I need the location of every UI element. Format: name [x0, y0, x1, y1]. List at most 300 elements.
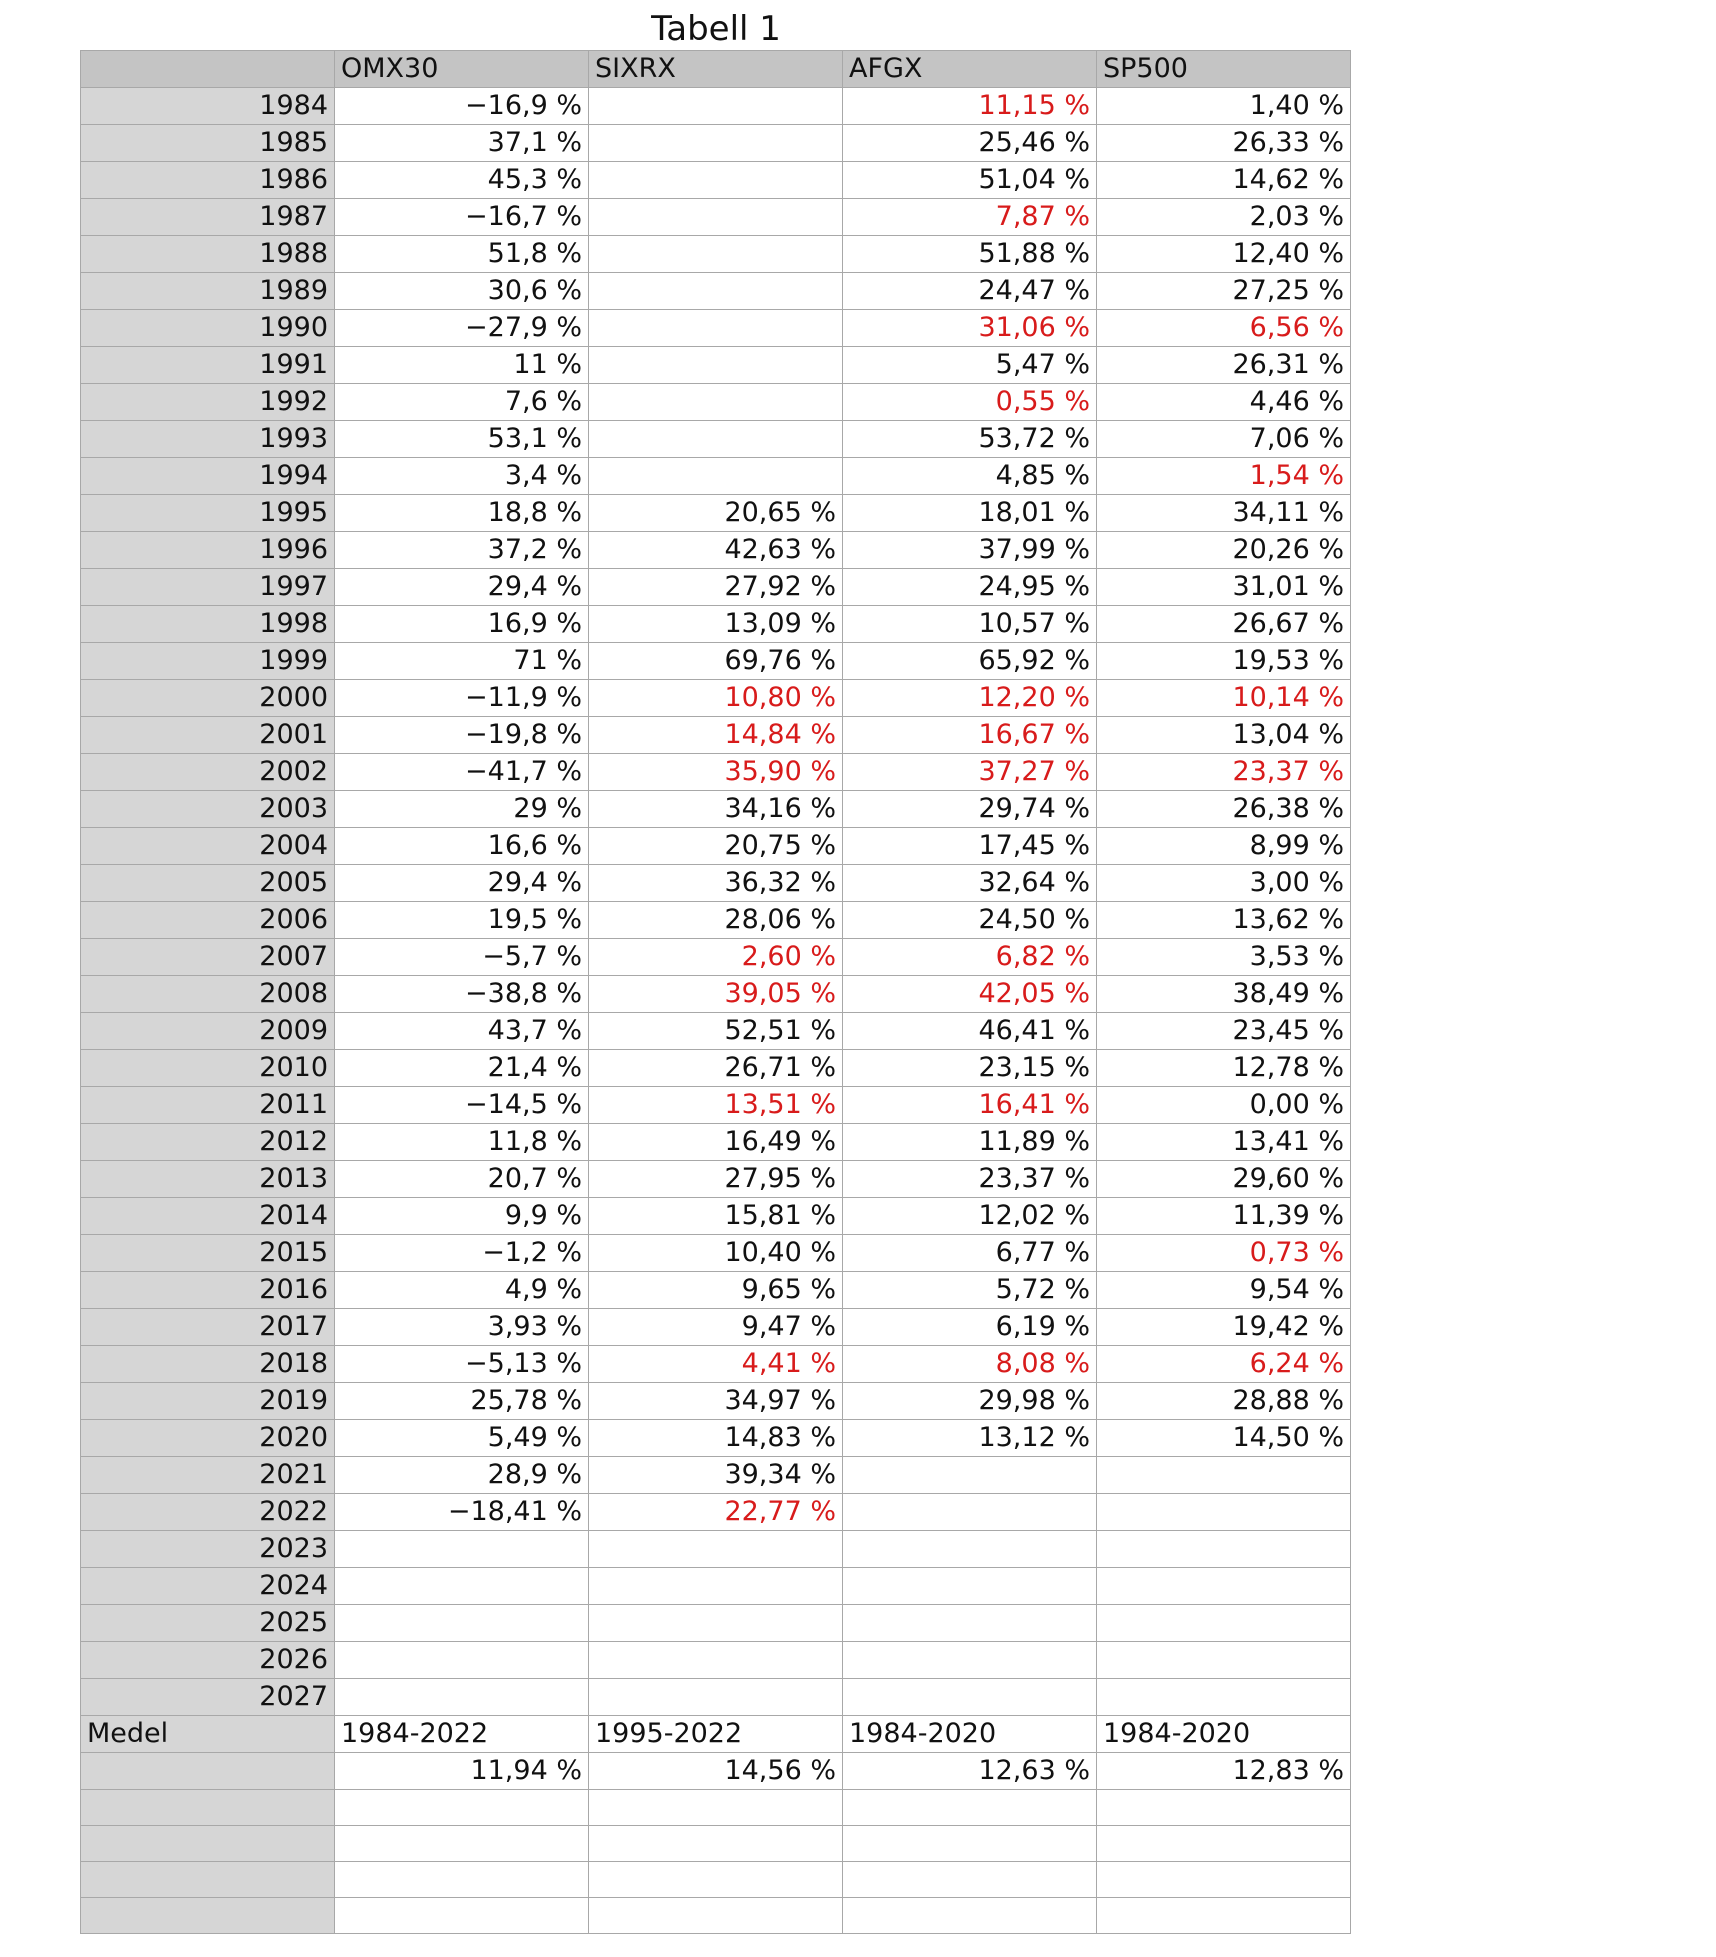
year-label[interactable]: 1992	[81, 384, 335, 421]
value-cell[interactable]	[843, 1531, 1097, 1568]
value-cell[interactable]: 9,54 %	[1097, 1272, 1351, 1309]
value-cell[interactable]: 11,89 %	[843, 1124, 1097, 1161]
value-cell[interactable]: 29,4 %	[335, 569, 589, 606]
header-row	[81, 51, 1351, 88]
table-row	[81, 310, 1351, 347]
value-cell[interactable]	[589, 1679, 843, 1716]
returns-table	[80, 50, 1351, 1934]
value-cell[interactable]: 14,84 %	[589, 717, 843, 754]
value-cell[interactable]	[335, 1531, 589, 1568]
period-cell[interactable]: 1984-2022	[335, 1716, 589, 1753]
year-label[interactable]: 2021	[81, 1457, 335, 1494]
year-label[interactable]: 1998	[81, 606, 335, 643]
column-header[interactable]: SIXRX	[589, 51, 843, 88]
year-label[interactable]: 2022	[81, 1494, 335, 1531]
value-cell[interactable]: 11,15 %	[843, 88, 1097, 125]
empty-cell[interactable]	[335, 1790, 589, 1826]
value-cell[interactable]: 20,26 %	[1097, 532, 1351, 569]
period-cell[interactable]: 1984-2020	[1097, 1716, 1351, 1753]
column-header[interactable]: AFGX	[843, 51, 1097, 88]
value-cell[interactable]: 2,60 %	[589, 939, 843, 976]
value-cell[interactable]: 29,74 %	[843, 791, 1097, 828]
value-cell[interactable]: 65,92 %	[843, 643, 1097, 680]
value-cell[interactable]: 34,16 %	[589, 791, 843, 828]
table-row	[81, 1161, 1351, 1198]
value-cell[interactable]	[589, 458, 843, 495]
table-row	[81, 754, 1351, 791]
value-cell[interactable]: 15,81 %	[589, 1198, 843, 1235]
table-row	[81, 865, 1351, 902]
value-cell[interactable]	[335, 1605, 589, 1642]
value-cell[interactable]: 52,51 %	[589, 1013, 843, 1050]
value-cell[interactable]: 27,25 %	[1097, 273, 1351, 310]
value-cell[interactable]: −16,9 %	[335, 88, 589, 125]
value-cell[interactable]: 37,2 %	[335, 532, 589, 569]
value-cell[interactable]: −38,8 %	[335, 976, 589, 1013]
empty-cell[interactable]	[589, 1826, 843, 1862]
table-row	[81, 1124, 1351, 1161]
table-row	[81, 791, 1351, 828]
value-cell[interactable]	[589, 236, 843, 273]
year-label[interactable]: 2017	[81, 1309, 335, 1346]
table-row	[81, 532, 1351, 569]
value-cell[interactable]: 14,62 %	[1097, 162, 1351, 199]
value-cell[interactable]: 26,67 %	[1097, 606, 1351, 643]
value-cell[interactable]: 13,04 %	[1097, 717, 1351, 754]
value-cell[interactable]: 29,4 %	[335, 865, 589, 902]
year-label[interactable]: 2024	[81, 1568, 335, 1605]
value-cell[interactable]: 3,53 %	[1097, 939, 1351, 976]
value-cell[interactable]: 20,7 %	[335, 1161, 589, 1198]
value-cell[interactable]: 6,82 %	[843, 939, 1097, 976]
year-label[interactable]: 2002	[81, 754, 335, 791]
value-cell[interactable]: 5,72 %	[843, 1272, 1097, 1309]
value-cell[interactable]: 42,63 %	[589, 532, 843, 569]
table-row	[81, 236, 1351, 273]
value-cell[interactable]: 6,24 %	[1097, 1346, 1351, 1383]
value-cell[interactable]: 16,41 %	[843, 1087, 1097, 1124]
value-cell[interactable]: 51,88 %	[843, 236, 1097, 273]
value-cell[interactable]: 37,1 %	[335, 125, 589, 162]
value-cell[interactable]	[843, 1457, 1097, 1494]
value-cell[interactable]: 4,9 %	[335, 1272, 589, 1309]
value-cell[interactable]: 23,15 %	[843, 1050, 1097, 1087]
value-cell[interactable]	[1097, 1679, 1351, 1716]
table-row	[81, 643, 1351, 680]
table-row	[81, 1605, 1351, 1642]
value-cell[interactable]: 16,9 %	[335, 606, 589, 643]
value-cell[interactable]: −1,2 %	[335, 1235, 589, 1272]
table-row	[81, 1457, 1351, 1494]
value-cell[interactable]	[589, 384, 843, 421]
value-cell[interactable]: −16,7 %	[335, 199, 589, 236]
value-cell[interactable]: 26,33 %	[1097, 125, 1351, 162]
table-row	[81, 1272, 1351, 1309]
value-cell[interactable]	[589, 273, 843, 310]
value-cell[interactable]: 28,88 %	[1097, 1383, 1351, 1420]
value-cell[interactable]: 39,34 %	[589, 1457, 843, 1494]
empty-cell[interactable]	[335, 1826, 589, 1862]
value-cell[interactable]: 16,49 %	[589, 1124, 843, 1161]
value-cell[interactable]: 26,31 %	[1097, 347, 1351, 384]
summary-average-row	[81, 1753, 1351, 1790]
year-label[interactable]: 1986	[81, 162, 335, 199]
value-cell[interactable]: 69,76 %	[589, 643, 843, 680]
table-row	[81, 1013, 1351, 1050]
table-row	[81, 1087, 1351, 1124]
value-cell[interactable]: 53,1 %	[335, 421, 589, 458]
value-cell[interactable]: 27,92 %	[589, 569, 843, 606]
value-cell[interactable]: 5,47 %	[843, 347, 1097, 384]
value-cell[interactable]: 24,50 %	[843, 902, 1097, 939]
table-row	[81, 384, 1351, 421]
year-label[interactable]: 2005	[81, 865, 335, 902]
year-label[interactable]: 1987	[81, 199, 335, 236]
year-label[interactable]: 1988	[81, 236, 335, 273]
empty-cell[interactable]	[843, 1898, 1097, 1934]
period-cell[interactable]: 1995-2022	[589, 1716, 843, 1753]
table-row	[81, 162, 1351, 199]
year-label[interactable]: 2015	[81, 1235, 335, 1272]
value-cell[interactable]	[589, 88, 843, 125]
year-label[interactable]: 2010	[81, 1050, 335, 1087]
value-cell[interactable]: −41,7 %	[335, 754, 589, 791]
year-label[interactable]: 2023	[81, 1531, 335, 1568]
value-cell[interactable]: 8,99 %	[1097, 828, 1351, 865]
value-cell[interactable]: 14,50 %	[1097, 1420, 1351, 1457]
column-header[interactable]: SP500	[1097, 51, 1351, 88]
year-label[interactable]: 1993	[81, 421, 335, 458]
value-cell[interactable]: 27,95 %	[589, 1161, 843, 1198]
value-cell[interactable]	[335, 1642, 589, 1679]
year-label[interactable]: 1996	[81, 532, 335, 569]
period-cell[interactable]: 1984-2020	[843, 1716, 1097, 1753]
value-cell[interactable]: 23,45 %	[1097, 1013, 1351, 1050]
value-cell[interactable]: 5,49 %	[335, 1420, 589, 1457]
value-cell[interactable]	[335, 1679, 589, 1716]
value-cell[interactable]	[589, 1531, 843, 1568]
value-cell[interactable]	[589, 1568, 843, 1605]
empty-row	[81, 1862, 1351, 1898]
year-label[interactable]: 2012	[81, 1124, 335, 1161]
value-cell[interactable]	[1097, 1605, 1351, 1642]
year-label[interactable]: 2020	[81, 1420, 335, 1457]
value-cell[interactable]	[1097, 1457, 1351, 1494]
value-cell[interactable]: 23,37 %	[1097, 754, 1351, 791]
row-label[interactable]	[81, 1862, 335, 1898]
table-row	[81, 1309, 1351, 1346]
value-cell[interactable]	[843, 1679, 1097, 1716]
year-label[interactable]: 1984	[81, 88, 335, 125]
value-cell[interactable]: 1,40 %	[1097, 88, 1351, 125]
value-cell[interactable]: 3,00 %	[1097, 865, 1351, 902]
table-row	[81, 347, 1351, 384]
year-label[interactable]: 1985	[81, 125, 335, 162]
empty-cell[interactable]	[589, 1898, 843, 1934]
value-cell[interactable]: 13,51 %	[589, 1087, 843, 1124]
value-cell[interactable]: 28,9 %	[335, 1457, 589, 1494]
year-label[interactable]: 2007	[81, 939, 335, 976]
value-cell[interactable]: 45,3 %	[335, 162, 589, 199]
value-cell[interactable]	[1097, 1494, 1351, 1531]
table-row	[81, 1198, 1351, 1235]
empty-cell[interactable]	[843, 1790, 1097, 1826]
value-cell[interactable]	[843, 1642, 1097, 1679]
value-cell[interactable]: −18,41 %	[335, 1494, 589, 1531]
value-cell[interactable]: 0,73 %	[1097, 1235, 1351, 1272]
value-cell[interactable]: 46,41 %	[843, 1013, 1097, 1050]
value-cell[interactable]: 2,03 %	[1097, 199, 1351, 236]
value-cell[interactable]: 16,67 %	[843, 717, 1097, 754]
value-cell[interactable]: 14,83 %	[589, 1420, 843, 1457]
value-cell[interactable]: 4,46 %	[1097, 384, 1351, 421]
row-label[interactable]	[81, 1826, 335, 1862]
table-row	[81, 495, 1351, 532]
empty-cell[interactable]	[1097, 1898, 1351, 1934]
value-cell[interactable]: 31,06 %	[843, 310, 1097, 347]
empty-cell[interactable]	[1097, 1790, 1351, 1826]
value-cell[interactable]	[1097, 1642, 1351, 1679]
table-row	[81, 125, 1351, 162]
value-cell[interactable]	[589, 1605, 843, 1642]
value-cell[interactable]: 43,7 %	[335, 1013, 589, 1050]
table-row	[81, 1235, 1351, 1272]
year-label[interactable]: 1994	[81, 458, 335, 495]
value-cell[interactable]: 0,00 %	[1097, 1087, 1351, 1124]
value-cell[interactable]: 34,97 %	[589, 1383, 843, 1420]
row-label[interactable]	[81, 1790, 335, 1826]
empty-cell[interactable]	[843, 1862, 1097, 1898]
value-cell[interactable]: 31,01 %	[1097, 569, 1351, 606]
value-cell[interactable]: 19,53 %	[1097, 643, 1351, 680]
value-cell[interactable]: 51,8 %	[335, 236, 589, 273]
table-row	[81, 902, 1351, 939]
table-row	[81, 88, 1351, 125]
value-cell[interactable]: 3,4 %	[335, 458, 589, 495]
table-row	[81, 458, 1351, 495]
year-label[interactable]: 2018	[81, 1346, 335, 1383]
value-cell[interactable]: −5,13 %	[335, 1346, 589, 1383]
year-label[interactable]: 2025	[81, 1605, 335, 1642]
value-cell[interactable]: 18,8 %	[335, 495, 589, 532]
value-cell[interactable]: −5,7 %	[335, 939, 589, 976]
empty-cell[interactable]	[1097, 1826, 1351, 1862]
table-row	[81, 939, 1351, 976]
value-cell[interactable]: 17,45 %	[843, 828, 1097, 865]
year-label[interactable]: 2013	[81, 1161, 335, 1198]
table-row	[81, 1050, 1351, 1087]
value-cell[interactable]: 13,62 %	[1097, 902, 1351, 939]
value-cell[interactable]: 38,49 %	[1097, 976, 1351, 1013]
value-cell[interactable]	[589, 347, 843, 384]
value-cell[interactable]: 21,4 %	[335, 1050, 589, 1087]
value-cell[interactable]: −11,9 %	[335, 680, 589, 717]
year-label[interactable]: 1995	[81, 495, 335, 532]
empty-cell[interactable]	[843, 1826, 1097, 1862]
value-cell[interactable]	[335, 1568, 589, 1605]
row-label[interactable]	[81, 1753, 335, 1790]
average-cell[interactable]: 14,56 %	[589, 1753, 843, 1790]
value-cell[interactable]: 35,90 %	[589, 754, 843, 791]
year-label[interactable]: 1990	[81, 310, 335, 347]
value-cell[interactable]: 13,12 %	[843, 1420, 1097, 1457]
value-cell[interactable]: 3,93 %	[335, 1309, 589, 1346]
year-label[interactable]: 2027	[81, 1679, 335, 1716]
table-title: Tabell 1	[651, 9, 781, 49]
average-cell[interactable]: 12,63 %	[843, 1753, 1097, 1790]
value-cell[interactable]: 4,41 %	[589, 1346, 843, 1383]
value-cell[interactable]: 53,72 %	[843, 421, 1097, 458]
value-cell[interactable]: 12,40 %	[1097, 236, 1351, 273]
table-row	[81, 606, 1351, 643]
year-label[interactable]: 1997	[81, 569, 335, 606]
value-cell[interactable]: 10,80 %	[589, 680, 843, 717]
empty-cell[interactable]	[589, 1790, 843, 1826]
year-label[interactable]: 1989	[81, 273, 335, 310]
value-cell[interactable]: 16,6 %	[335, 828, 589, 865]
value-cell[interactable]: 6,19 %	[843, 1309, 1097, 1346]
value-cell[interactable]: 25,78 %	[335, 1383, 589, 1420]
year-label[interactable]: 2006	[81, 902, 335, 939]
value-cell[interactable]: 0,55 %	[843, 384, 1097, 421]
value-cell[interactable]: 24,95 %	[843, 569, 1097, 606]
value-cell[interactable]: 10,57 %	[843, 606, 1097, 643]
value-cell[interactable]: 39,05 %	[589, 976, 843, 1013]
year-label[interactable]: 2003	[81, 791, 335, 828]
year-label[interactable]: 2000	[81, 680, 335, 717]
value-cell[interactable]: 37,99 %	[843, 532, 1097, 569]
table-row	[81, 273, 1351, 310]
value-cell[interactable]	[1097, 1531, 1351, 1568]
value-cell[interactable]: 29,98 %	[843, 1383, 1097, 1420]
value-cell[interactable]	[589, 199, 843, 236]
value-cell[interactable]: 9,9 %	[335, 1198, 589, 1235]
value-cell[interactable]: 36,32 %	[589, 865, 843, 902]
value-cell[interactable]: 12,20 %	[843, 680, 1097, 717]
row-label[interactable]	[81, 1898, 335, 1934]
value-cell[interactable]: 8,08 %	[843, 1346, 1097, 1383]
value-cell[interactable]: 13,09 %	[589, 606, 843, 643]
value-cell[interactable]	[843, 1605, 1097, 1642]
table-row	[81, 1346, 1351, 1383]
value-cell[interactable]	[1097, 1568, 1351, 1605]
average-cell[interactable]: 11,94 %	[335, 1753, 589, 1790]
value-cell[interactable]: 11 %	[335, 347, 589, 384]
average-cell[interactable]: 12,83 %	[1097, 1753, 1351, 1790]
value-cell[interactable]: 26,71 %	[589, 1050, 843, 1087]
value-cell[interactable]: 24,47 %	[843, 273, 1097, 310]
table-row	[81, 976, 1351, 1013]
empty-cell[interactable]	[335, 1862, 589, 1898]
value-cell[interactable]	[589, 310, 843, 347]
value-cell[interactable]: 7,06 %	[1097, 421, 1351, 458]
value-cell[interactable]: 30,6 %	[335, 273, 589, 310]
value-cell[interactable]: 12,78 %	[1097, 1050, 1351, 1087]
value-cell[interactable]: 20,75 %	[589, 828, 843, 865]
value-cell[interactable]: 19,5 %	[335, 902, 589, 939]
table-row	[81, 1642, 1351, 1679]
value-cell[interactable]: 23,37 %	[843, 1161, 1097, 1198]
empty-cell[interactable]	[589, 1862, 843, 1898]
value-cell[interactable]: 12,02 %	[843, 1198, 1097, 1235]
table-row	[81, 421, 1351, 458]
value-cell[interactable]: 9,47 %	[589, 1309, 843, 1346]
value-cell[interactable]: 6,77 %	[843, 1235, 1097, 1272]
value-cell[interactable]: 6,56 %	[1097, 310, 1351, 347]
empty-cell[interactable]	[335, 1898, 589, 1934]
medel-label[interactable]: Medel	[81, 1716, 335, 1753]
value-cell[interactable]: 4,85 %	[843, 458, 1097, 495]
value-cell[interactable]: 26,38 %	[1097, 791, 1351, 828]
value-cell[interactable]: 7,6 %	[335, 384, 589, 421]
value-cell[interactable]: 7,87 %	[843, 199, 1097, 236]
column-header[interactable]: OMX30	[335, 51, 589, 88]
value-cell[interactable]: 37,27 %	[843, 754, 1097, 791]
year-label[interactable]: 2001	[81, 717, 335, 754]
table-row	[81, 1420, 1351, 1457]
corner-cell[interactable]	[81, 51, 335, 88]
table-row	[81, 1568, 1351, 1605]
year-label[interactable]: 2011	[81, 1087, 335, 1124]
value-cell[interactable]: 10,40 %	[589, 1235, 843, 1272]
value-cell[interactable]: 29 %	[335, 791, 589, 828]
year-label[interactable]: 2008	[81, 976, 335, 1013]
value-cell[interactable]: −14,5 %	[335, 1087, 589, 1124]
table-row	[81, 569, 1351, 606]
value-cell[interactable]: 42,05 %	[843, 976, 1097, 1013]
summary-period-row	[81, 1716, 1351, 1753]
value-cell[interactable]: 34,11 %	[1097, 495, 1351, 532]
value-cell[interactable]: 32,64 %	[843, 865, 1097, 902]
value-cell[interactable]: 1,54 %	[1097, 458, 1351, 495]
year-label[interactable]: 2016	[81, 1272, 335, 1309]
value-cell[interactable]: −19,8 %	[335, 717, 589, 754]
table-row	[81, 1531, 1351, 1568]
value-cell[interactable]: −27,9 %	[335, 310, 589, 347]
value-cell[interactable]	[843, 1494, 1097, 1531]
value-cell[interactable]	[589, 1642, 843, 1679]
value-cell[interactable]: 29,60 %	[1097, 1161, 1351, 1198]
value-cell[interactable]	[589, 421, 843, 458]
value-cell[interactable]	[843, 1568, 1097, 1605]
table-row	[81, 680, 1351, 717]
year-label[interactable]: 1991	[81, 347, 335, 384]
value-cell[interactable]: 71 %	[335, 643, 589, 680]
year-label[interactable]: 1999	[81, 643, 335, 680]
value-cell[interactable]: 25,46 %	[843, 125, 1097, 162]
value-cell[interactable]: 22,77 %	[589, 1494, 843, 1531]
empty-cell[interactable]	[1097, 1862, 1351, 1898]
year-label[interactable]: 2026	[81, 1642, 335, 1679]
value-cell[interactable]: 11,39 %	[1097, 1198, 1351, 1235]
year-label[interactable]: 2004	[81, 828, 335, 865]
value-cell[interactable]: 20,65 %	[589, 495, 843, 532]
year-label[interactable]: 2014	[81, 1198, 335, 1235]
value-cell[interactable]: 10,14 %	[1097, 680, 1351, 717]
value-cell[interactable]	[589, 162, 843, 199]
value-cell[interactable]: 9,65 %	[589, 1272, 843, 1309]
value-cell[interactable]: 19,42 %	[1097, 1309, 1351, 1346]
year-label[interactable]: 2019	[81, 1383, 335, 1420]
table-row	[81, 1383, 1351, 1420]
value-cell[interactable]: 13,41 %	[1097, 1124, 1351, 1161]
value-cell[interactable]: 11,8 %	[335, 1124, 589, 1161]
value-cell[interactable]	[589, 125, 843, 162]
value-cell[interactable]: 51,04 %	[843, 162, 1097, 199]
value-cell[interactable]: 18,01 %	[843, 495, 1097, 532]
value-cell[interactable]: 28,06 %	[589, 902, 843, 939]
year-label[interactable]: 2009	[81, 1013, 335, 1050]
